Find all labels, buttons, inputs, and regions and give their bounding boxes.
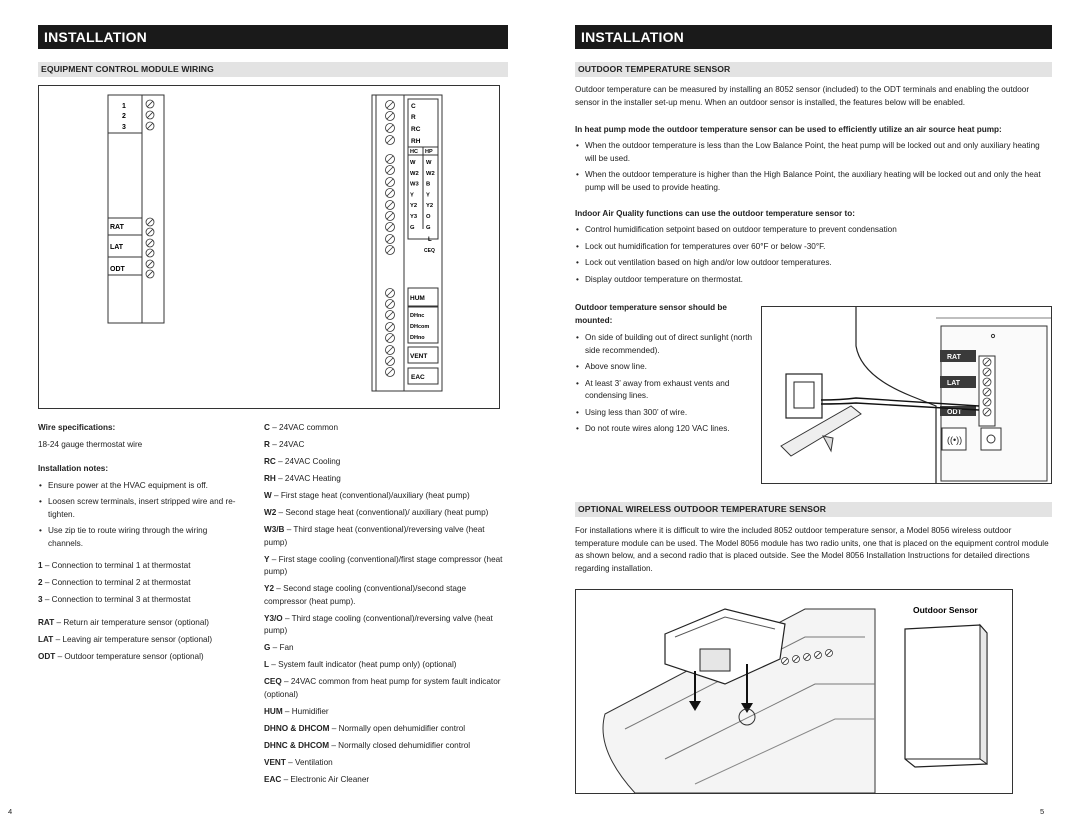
terminal-2-label: 2 [122,113,126,120]
terminal-def: VENT – Ventilation [264,757,333,767]
terminal-def: DHNC & DHCOM – Normally closed dehumidifier control [264,740,471,750]
mount-bullet: • Above snow line. [575,361,753,374]
hc-terminal-label: W2 [410,170,419,177]
heat-pump-bullets [575,140,1052,194]
sensor-item: LAT – Leaving air temperature sensor (optional) [38,634,213,644]
page-number: 5 [1040,807,1045,816]
terminal-def: CEQ – 24VAC common from heat pump for system fault indicator (optional) [264,677,501,699]
connection-item: 2 – Connection to terminal 2 at thermostat [38,578,191,587]
heat-pump-bullet: • When the outdoor temperature is higher than the High Balance Point, the auxiliary heating will be locked out and only the heat pump will be used to provide heating. [575,169,1052,194]
fig-rat-label: RAT [947,354,961,361]
terminal-def: RC – 24VAC Cooling [264,457,341,466]
section-header-ecm-wiring: EQUIPMENT CONTROL MODULE WIRING [38,62,508,77]
iaq-bullet: • Lock out humidification for temperatures over 60°F or below -30°F. [575,241,1052,254]
mount-bullets [575,332,753,436]
terminal-3-label: 3 [122,124,126,131]
fig-odt-label: ODT [947,409,962,416]
left-page [8,0,508,834]
terminal-def: W2 – Second stage heat (conventional)/ auxiliary (heat pump) [264,508,489,517]
install-notes-title: Installation notes: [38,464,109,473]
sensor-item: ODT – Outdoor temperature sensor (optional) [38,651,204,661]
iaq-bullet: • Control humidification setpoint based on outdoor temperature to prevent condensation [575,224,1052,237]
page-banner: INSTALLATION [38,25,508,49]
c-label: C [411,103,416,110]
sensor-item: RAT – Return air temperature sensor (optional) [38,617,209,627]
eac-label: EAC [411,374,425,381]
rc-label: RC [411,126,421,133]
terminal-def: Y2 – Second stage cooling (conventional)/second stage compressor (heat pump). [264,584,467,606]
heat-pump-bullet: • When the outdoor temperature is less than the Low Balance Point, the heat pump will be locked out and only auxiliary heating will be used. [575,140,1052,165]
install-note: • Use zip tie to route wiring through the wiring channels. [38,525,238,550]
connection-item: 3 – Connection to terminal 3 at thermostat [38,595,191,604]
terminal-def: DHNO & DHCOM – Normally open dehumidifier control [264,723,466,733]
fig-lat-label: LAT [947,380,961,387]
terminal-definitions [264,422,508,791]
page-number: 4 [8,807,13,816]
wire-specs-title: Wire specifications: [38,423,116,432]
odt-intro: Outdoor temperature can be measured by installing an 8052 sensor (included) to the ODT terminals and enabling the outdoor sensor in the installer set-up menu. When an outdoor sensor is installed, the features below will be enabled. [575,85,1030,107]
hc-header: HC [410,149,418,155]
iaq-title: Indoor Air Quality functions can use the outdoor temperature sensor to: [575,209,855,218]
hc-terminal-label: W [410,160,416,166]
hum-label: HUM [410,295,425,302]
mount-bullet: • Do not route wires along 120 VAC lines. [575,423,753,436]
vent-label: VENT [410,353,428,360]
dhnc-label: DHnc [410,313,425,319]
hp-terminal-label: G [426,224,431,231]
mount-title: Outdoor temperature sensor should be mounted: [575,303,727,325]
ceq-label: CEQ [424,248,435,254]
hp-terminal-label: W [426,160,432,166]
hp-terminal-label: Y2 [426,203,434,210]
lat-label: LAT [110,244,124,251]
svg-text:((•)): ((•)) [947,435,963,445]
wire-specs-text: 18-24 gauge thermostat wire [38,439,143,449]
hc-terminal-label: Y [410,192,414,199]
section-header-wireless-sensor: OPTIONAL WIRELESS OUTDOOR TEMPERATURE SENSOR [575,502,1052,517]
terminal-def: Y – First stage cooling (conventional)/first stage compressor (heat pump) [264,554,503,576]
r-label: R [411,114,416,121]
ecm-wiring-diagram [38,85,500,409]
page-banner: INSTALLATION [575,25,1052,49]
terminal-def: RH – 24VAC Heating [264,474,341,483]
section-header-outdoor-sensor: OUTDOOR TEMPERATURE SENSOR [575,62,1052,77]
hp-terminal-label: O [426,214,431,220]
terminal-def: L – System fault indicator (heat pump only) (optional) [264,660,457,669]
install-note: • Ensure power at the HVAC equipment is off. [38,480,238,493]
terminal-1-label: 1 [122,103,126,110]
install-notes-list [38,480,238,551]
hc-terminal-label: W3 [410,181,419,188]
hc-terminal-label: Y2 [410,203,418,210]
sensor-mount-illustration [761,306,1052,484]
iaq-bullet: • Display outdoor temperature on thermostat. [575,274,1052,287]
terminal-def: HUM – Humidifier [264,706,329,716]
hp-header: HP [425,149,433,155]
hc-terminal-label: Y3 [410,214,418,220]
sensors-list [38,617,238,664]
terminal-def: Y3/O – Third stage cooling (conventional)/reversing valve (heat pump) [264,613,493,635]
hp-terminal-label: B [426,181,431,188]
terminal-def: G – Fan [264,643,294,652]
rh-label: RH [411,138,421,145]
wireless-module-illustration [575,589,1013,794]
dhcom-label: DHcom [410,324,430,330]
terminal-def: C – 24VAC common [264,423,339,432]
heat-pump-title: In heat pump mode the outdoor temperature sensor can be used to efficiently utilize an air source heat pump: [575,125,1002,134]
terminal-def: W – First stage heat (conventional)/auxiliary (heat pump) [264,491,470,500]
connections-list [38,560,238,607]
iaq-bullets [575,224,1052,286]
wire-specs-block [38,422,238,668]
terminal-def: EAC – Electronic Air Cleaner [264,774,370,784]
mount-bullet: • At least 3’ away from exhaust vents and condensing lines. [575,378,753,403]
mount-bullet: • Using less than 300’ of wire. [575,407,753,420]
mount-bullet: • On side of building out of direct sunlight (north side recommended). [575,332,753,357]
connection-item: 1 – Connection to terminal 1 at thermostat [38,561,191,570]
rat-label: RAT [110,224,124,231]
iaq-bullet: • Lock out ventilation based on high and/or low outdoor temperatures. [575,257,1052,270]
terminal-def: W3/B – Third stage heat (conventional)/reversing valve (heat pump) [264,525,485,547]
l-label: L [428,237,432,243]
outdoor-sensor-label: Outdoor Sensor [913,605,978,615]
right-terminal-screws [386,101,395,377]
install-note: • Loosen screw terminals, insert stripped wire and re-tighten. [38,496,238,521]
right-page [575,0,1052,834]
hp-terminal-label: Y [426,192,430,199]
hc-terminal-label: G [410,224,415,231]
wireless-text: For installations where it is difficult to wire the included 8052 outdoor temperature sensor, a Model 8056 wireless outdoor temperature module can be used. The Model 8056 module has two radio units, one that is placed on the equipment control module as shown below, and a second radio that is placed outside. See the Model 8056 Installation Instructions for detailed directions regarding installation. [575,526,1049,573]
terminal-def: R – 24VAC [264,440,305,449]
hp-terminal-label: W2 [426,170,435,177]
dhno-label: DHno [410,335,425,341]
odt-label: ODT [110,266,125,273]
